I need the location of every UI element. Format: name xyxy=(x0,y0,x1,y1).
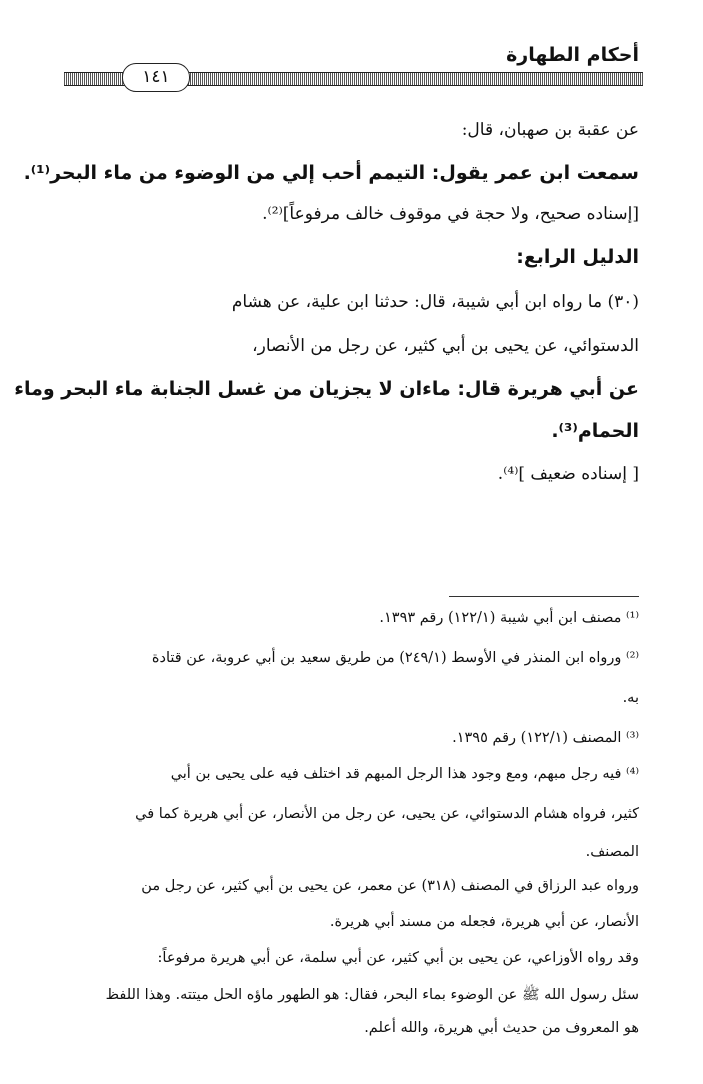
footnote: كثير، فرواه هشام الدستوائي، عن يحيى، عن رجل من الأنصار، عن أبي هريرة كما في xyxy=(135,806,639,822)
footnote: ورواه عبد الرزاق في المصنف (٣١٨) عن معمر، عن يحيى بن أبي كثير، عن رجل من xyxy=(141,878,639,894)
footnote: وقد رواه الأوزاعي، عن يحيى بن أبي كثير، عن أبي سلمة، عن أبي هريرة مرفوعاً: xyxy=(157,950,639,966)
footnote: ⁽¹⁾ مصنف ابن أبي شيبة (١٢٢/١) رقم ١٣٩٣. xyxy=(379,610,639,626)
footnote: سئل رسول الله ﷺ عن الوضوء بماء البحر، فقال: هو الطهور ماؤه الحل ميتته. وهذا اللفظ xyxy=(105,987,639,1003)
body-line: (٣٠) ما رواه ابن أبي شيبة، قال: حدثنا ابن علية، عن هشام xyxy=(231,292,639,312)
footnote: ⁽⁴⁾ فيه رجل مبهم، ومع وجود هذا الرجل المبهم قد اختلف فيه على يحيى بن أبي xyxy=(170,766,639,782)
footnote-separator xyxy=(449,596,639,597)
body-line: الدستوائي، عن يحيى بن أبي كثير، عن رجل من الأنصار، xyxy=(252,336,639,356)
body-line: عن عقبة بن صهبان، قال: xyxy=(461,120,639,140)
footnote: ⁽²⁾ ورواه ابن المنذر في الأوسط (٢٤٩/١) من طريق سعيد بن أبي عروبة، عن قتادة xyxy=(151,650,639,666)
page-number-badge: ١٤١ xyxy=(122,63,190,92)
footnote: المصنف. xyxy=(585,844,639,860)
section-heading: الدليل الرابع: xyxy=(516,246,639,268)
running-title: أحكام الطهارة xyxy=(506,44,639,66)
hadith-text: عن أبي هريرة قال: ماءان لا يجزيان من غسل الجنابة ماء البحر وماء xyxy=(14,378,639,400)
footnote: الأنصار، عن أبي هريرة، فجعله من مسند أبي هريرة. xyxy=(329,914,639,930)
footnote: به. xyxy=(622,690,639,706)
footnote: ⁽³⁾ المصنف (١٢٢/١) رقم ١٣٩٥. xyxy=(452,730,639,746)
hadith-text: الحمام⁽³⁾. xyxy=(551,420,639,442)
hadith-text: سمعت ابن عمر يقول: التيمم أحب إلي من الوضوء من ماء البحر⁽¹⁾. xyxy=(23,162,639,184)
grading-line: [إسناده صحيح، ولا حجة في موقوف خالف مرفوعاً]⁽²⁾. xyxy=(262,204,639,224)
grading-line: [ إسناده ضعيف ]⁽⁴⁾. xyxy=(497,464,639,484)
footnote: هو المعروف من حديث أبي هريرة، والله أعلم. xyxy=(364,1020,639,1036)
